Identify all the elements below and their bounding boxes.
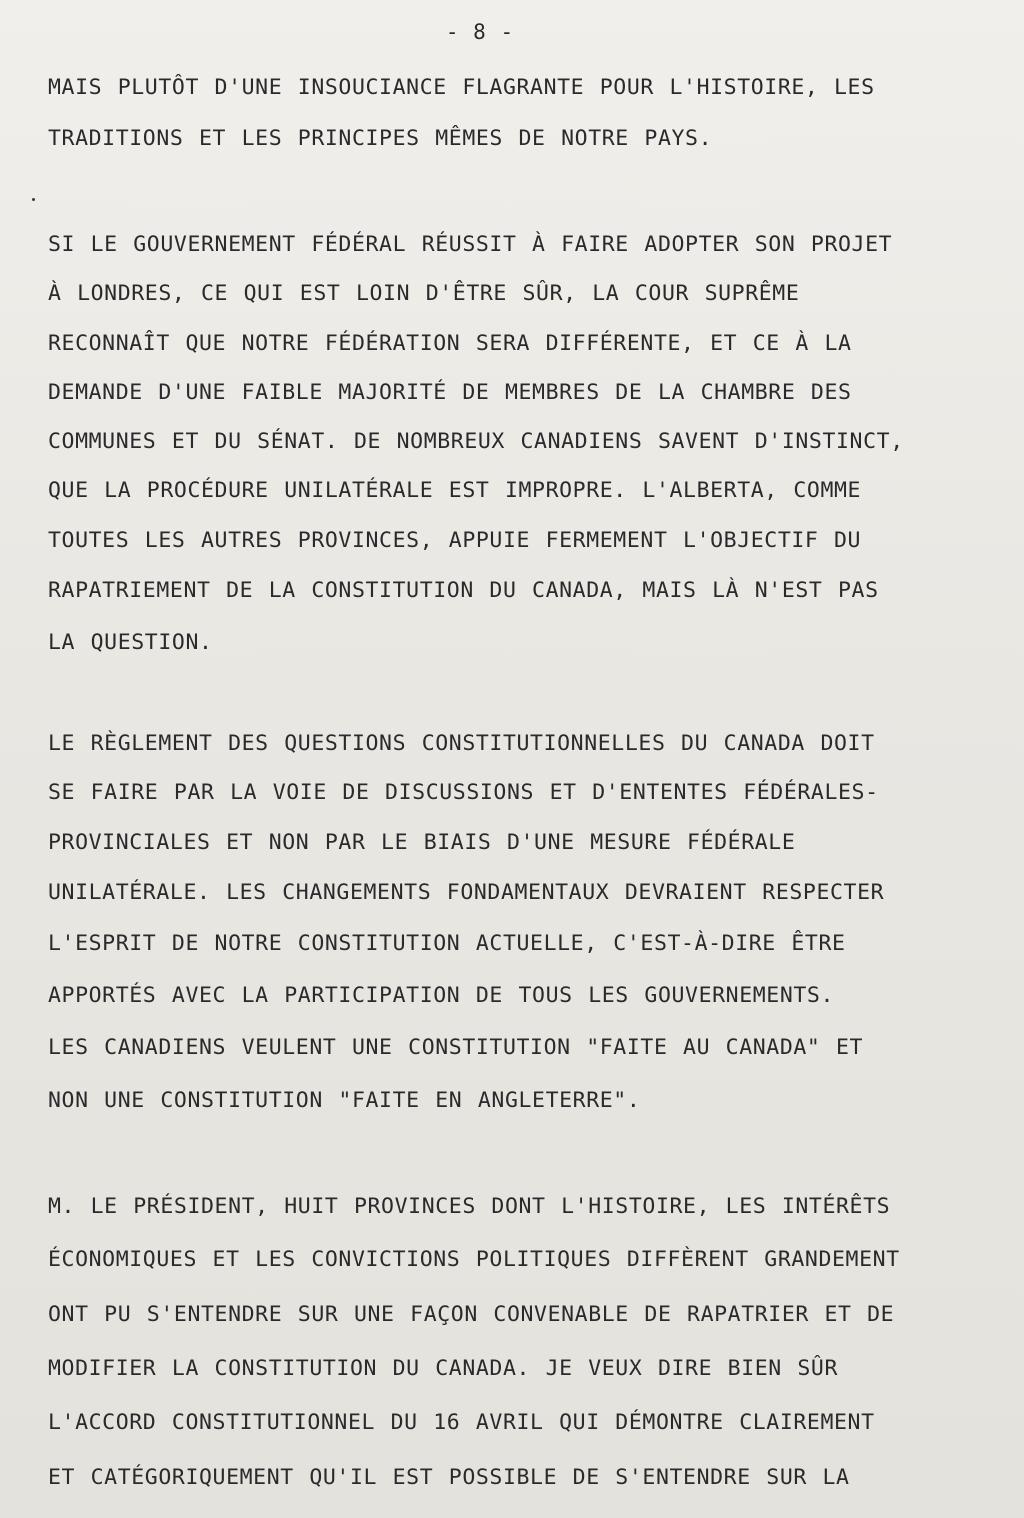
text-line: PROVINCIALES ET NON PAR LE BIAIS D'UNE MESURE FÉDÉRALE xyxy=(48,830,796,855)
text-line: LES CANADIENS VEULENT UNE CONSTITUTION "FAITE AU CANADA" ET xyxy=(48,1035,864,1060)
text-line: TRADITIONS ET LES PRINCIPES MÊMES DE NOTRE PAYS. xyxy=(48,126,713,151)
text-line: QUE LA PROCÉDURE UNILATÉRALE EST IMPROPRE. L'ALBERTA, COMME xyxy=(48,478,862,503)
text-line: ONT PU S'ENTENDRE SUR UNE FAÇON CONVENABLE DE RAPATRIER ET DE xyxy=(48,1302,895,1327)
text-line: NON UNE CONSTITUTION "FAITE EN ANGLETERRE". xyxy=(48,1088,641,1113)
text-line: RAPATRIEMENT DE LA CONSTITUTION DU CANADA, MAIS LÀ N'EST PAS xyxy=(48,578,879,603)
page-number: - 8 - xyxy=(445,20,515,44)
text-line: SI LE GOUVERNEMENT FÉDÉRAL RÉUSSIT À FAIRE ADOPTER SON PROJET xyxy=(48,232,893,257)
text-line: RECONNAÎT QUE NOTRE FÉDÉRATION SERA DIFFÉRENTE, ET CE À LA xyxy=(48,331,852,356)
text-line: DEMANDE D'UNE FAIBLE MAJORITÉ DE MEMBRES DE LA CHAMBRE DES xyxy=(48,380,852,405)
text-line: MAIS PLUTÔT D'UNE INSOUCIANCE FLAGRANTE POUR L'HISTOIRE, LES xyxy=(48,75,875,100)
text-line: COMMUNES ET DU SÉNAT. DE NOMBREUX CANADIENS SAVENT D'INSTINCT, xyxy=(48,429,904,454)
text-line: APPORTÉS AVEC LA PARTICIPATION DE TOUS LES GOUVERNEMENTS. xyxy=(48,983,835,1008)
text-line: L'ESPRIT DE NOTRE CONSTITUTION ACTUELLE, C'EST-À-DIRE ÊTRE xyxy=(48,931,846,956)
text-line: ÉCONOMIQUES ET LES CONVICTIONS POLITIQUES DIFFÈRENT GRANDEMENT xyxy=(48,1247,900,1272)
text-line: MODIFIER LA CONSTITUTION DU CANADA. JE VEUX DIRE BIEN SÛR xyxy=(48,1356,839,1381)
text-line: TOUTES LES AUTRES PROVINCES, APPUIE FERMEMENT L'OBJECTIF DU xyxy=(48,528,862,553)
text-line: UNILATÉRALE. LES CHANGEMENTS FONDAMENTAUX DEVRAIENT RESPECTER xyxy=(48,880,885,905)
stray-ink-dot xyxy=(32,198,35,201)
text-line: L'ACCORD CONSTITUTIONNEL DU 16 AVRIL QUI DÉMONTRE CLAIREMENT xyxy=(48,1410,875,1435)
text-line: SE FAIRE PAR LA VOIE DE DISCUSSIONS ET D'ENTENTES FÉDÉRALES- xyxy=(48,780,879,805)
text-line: M. LE PRÉSIDENT, HUIT PROVINCES DONT L'HISTOIRE, LES INTÉRÊTS xyxy=(48,1194,891,1219)
text-line: À LONDRES, CE QUI EST LOIN D'ÊTRE SÛR, LA COUR SUPRÊME xyxy=(48,281,800,306)
text-line: ET CATÉGORIQUEMENT QU'IL EST POSSIBLE DE S'ENTENDRE SUR LA xyxy=(48,1465,850,1490)
text-line: LA QUESTION. xyxy=(48,630,213,655)
text-line: LE RÈGLEMENT DES QUESTIONS CONSTITUTIONNELLES DU CANADA DOIT xyxy=(48,731,875,756)
